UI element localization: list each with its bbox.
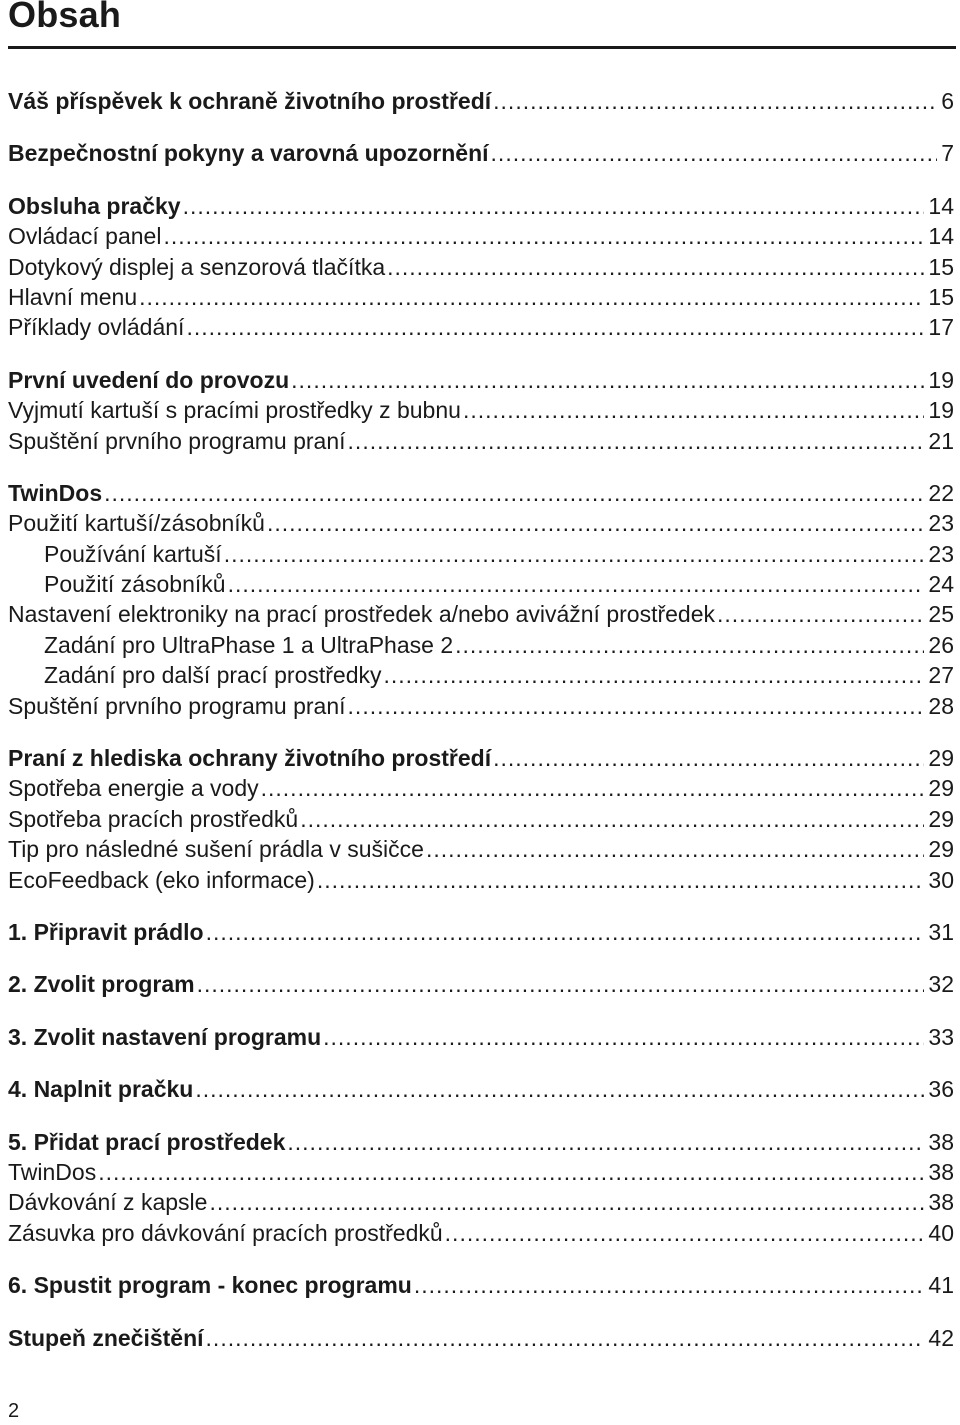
- toc-dot-leader: [463, 395, 924, 425]
- toc-section: [8, 478, 954, 721]
- toc-entry-page: 17: [928, 314, 954, 341]
- toc-entry-label: Zásuvka pro dávkování pracích prostředků: [8, 1219, 443, 1246]
- toc-section: [8, 86, 954, 116]
- toc-dot-leader: [104, 478, 924, 508]
- toc-entry-page: 30: [928, 866, 954, 893]
- toc-entry-label: 2. Zvolit program: [8, 971, 195, 998]
- toc-entry-label: EcoFeedback (eko informace): [8, 866, 315, 893]
- toc-entry-page: 28: [928, 692, 954, 719]
- toc-entry-page: 33: [928, 1023, 954, 1050]
- toc-entry-label: Váš příspěvek k ochraně životního prostředí: [8, 88, 492, 114]
- toc-entry-label: TwinDos: [8, 479, 103, 506]
- toc-entry-page: 15: [928, 253, 954, 280]
- toc-heading-entry[interactable]: [8, 969, 954, 999]
- toc-dot-leader: [224, 539, 925, 569]
- toc-heading-entry[interactable]: [8, 1022, 954, 1052]
- toc-dot-leader: [323, 1022, 924, 1052]
- toc-section: [8, 138, 954, 168]
- toc-entry-page: 29: [928, 836, 954, 863]
- toc-entry-page: 7: [941, 140, 954, 167]
- toc-dot-leader: [209, 1187, 924, 1217]
- toc-dot-leader: [197, 969, 925, 999]
- toc-section: [8, 365, 954, 456]
- toc-entry-label: Bezpečnostní pokyny a varovná upozornění: [8, 140, 489, 167]
- toc-dot-leader: [717, 599, 924, 629]
- toc-entry-label: Spuštění prvního programu praní: [8, 692, 346, 719]
- toc-entry-label: Použití kartuší/zásobníků: [8, 510, 265, 537]
- toc-entry-page: 36: [928, 1076, 954, 1103]
- toc-entry-label: Zadání pro UltraPhase 1 a UltraPhase 2: [44, 631, 454, 658]
- toc-entry-page: 41: [928, 1272, 954, 1299]
- toc-dot-leader: [317, 865, 925, 895]
- toc-dot-leader: [291, 365, 924, 395]
- toc-dot-leader: [195, 1074, 924, 1104]
- toc-entry-page: 38: [928, 1189, 954, 1216]
- toc-dot-leader: [186, 312, 924, 342]
- toc-entry-label: Dotykový displej a senzorová tlačítka: [8, 253, 386, 280]
- page-number: 2: [8, 1400, 20, 1422]
- toc-entry[interactable]: [8, 395, 954, 425]
- page-title: Obsah: [8, 0, 122, 35]
- toc-dot-leader: [493, 743, 924, 773]
- toc-dot-leader: [455, 630, 924, 660]
- toc-heading-entry[interactable]: [8, 1127, 954, 1157]
- toc-entry-label: Zadání pro další prací prostředky: [44, 662, 382, 689]
- toc-entry-label: Použití zásobníků: [44, 571, 226, 598]
- toc-entry-label: Stupeň znečištění: [8, 1324, 204, 1351]
- toc-dot-leader: [267, 508, 924, 538]
- toc-dot-leader: [163, 221, 924, 251]
- toc-entry-label: Hlavní menu: [8, 283, 138, 310]
- toc-section: [8, 743, 954, 895]
- toc-entry[interactable]: [8, 1157, 954, 1187]
- toc-entry-label: Používání kartuší: [44, 540, 222, 567]
- toc-entry-label: Vyjmutí kartuší s pracími prostředky z bubnu: [8, 397, 461, 424]
- toc-entry[interactable]: [8, 569, 954, 599]
- toc-entry-page: 29: [928, 805, 954, 832]
- toc-entry-label: 6. Spustit program - konec programu: [8, 1272, 412, 1299]
- toc-dot-leader: [384, 660, 925, 690]
- toc-entry-page: 19: [928, 397, 954, 424]
- toc-section: [8, 1323, 954, 1353]
- toc-heading-entry[interactable]: [8, 1270, 954, 1300]
- toc-entry-label: První uvedení do provozu: [8, 366, 290, 393]
- toc-heading-entry[interactable]: [8, 743, 954, 773]
- toc-entry[interactable]: [8, 508, 954, 538]
- toc-entry-page: 14: [928, 223, 954, 250]
- toc-dot-leader: [348, 691, 925, 721]
- toc-dot-leader: [445, 1218, 925, 1248]
- toc-entry-label: 4. Naplnit pračku: [8, 1076, 194, 1103]
- toc-entry-page: 14: [928, 192, 954, 219]
- toc-entry[interactable]: [8, 804, 954, 834]
- toc-section: [8, 1074, 954, 1104]
- toc-dot-leader: [206, 917, 925, 947]
- toc-dot-leader: [139, 282, 924, 312]
- toc-heading-entry[interactable]: [8, 365, 954, 395]
- toc-dot-leader: [261, 773, 925, 803]
- toc-entry-page: 6: [941, 88, 954, 114]
- toc-dot-leader: [287, 1127, 924, 1157]
- table-of-contents: [8, 86, 954, 1375]
- toc-entry-page: 32: [928, 971, 954, 998]
- toc-dot-leader: [98, 1157, 924, 1187]
- toc-entry[interactable]: [8, 1187, 954, 1217]
- toc-entry-page: 38: [928, 1158, 954, 1185]
- toc-dot-leader: [183, 191, 925, 221]
- toc-heading-entry[interactable]: [8, 191, 954, 221]
- toc-entry-label: TwinDos: [8, 1158, 97, 1185]
- toc-heading-entry[interactable]: [8, 86, 954, 116]
- toc-dot-leader: [426, 834, 924, 864]
- toc-dot-leader: [300, 804, 924, 834]
- toc-section: [8, 969, 954, 999]
- toc-entry-page: 21: [928, 427, 954, 454]
- toc-entry[interactable]: [8, 660, 954, 690]
- toc-heading-entry[interactable]: [8, 138, 954, 168]
- toc-entry-page: 24: [928, 571, 954, 598]
- toc-entry-label: 3. Zvolit nastavení programu: [8, 1023, 322, 1050]
- toc-section: [8, 917, 954, 947]
- toc-entry-label: Obsluha pračky: [8, 192, 181, 219]
- toc-entry-label: 5. Přidat prací prostředek: [8, 1128, 286, 1155]
- toc-section: [8, 1022, 954, 1052]
- toc-entry-page: 29: [928, 745, 954, 772]
- toc-entry-page: 23: [928, 540, 954, 567]
- toc-entry[interactable]: [8, 865, 954, 895]
- toc-section: [8, 191, 954, 343]
- toc-entry[interactable]: [8, 282, 954, 312]
- toc-entry-label: Příklady ovládání: [8, 314, 185, 341]
- title-divider: [8, 46, 956, 49]
- toc-entry[interactable]: [8, 599, 954, 629]
- toc-dot-leader: [348, 426, 925, 456]
- toc-entry-page: 26: [928, 631, 954, 658]
- toc-entry-page: 23: [928, 510, 954, 537]
- toc-entry-label: Nastavení elektroniky na prací prostředek a/nebo avivážní prostředek: [8, 601, 715, 628]
- toc-entry-page: 15: [928, 283, 954, 310]
- toc-dot-leader: [493, 86, 937, 116]
- toc-entry-page: 19: [928, 366, 954, 393]
- toc-entry-page: 27: [928, 662, 954, 689]
- toc-entry[interactable]: [8, 834, 954, 864]
- toc-section: [8, 1270, 954, 1300]
- toc-heading-entry[interactable]: [8, 478, 954, 508]
- toc-dot-leader: [206, 1323, 925, 1353]
- toc-entry[interactable]: [8, 691, 954, 721]
- toc-entry-label: Ovládací panel: [8, 223, 162, 250]
- toc-dot-leader: [387, 252, 924, 282]
- toc-entry-label: Spotřeba pracích prostředků: [8, 805, 299, 832]
- toc-entry-page: 29: [928, 775, 954, 802]
- toc-dot-leader: [228, 569, 925, 599]
- toc-entry[interactable]: [8, 252, 954, 282]
- toc-dot-leader: [414, 1270, 925, 1300]
- toc-entry-label: Spotřeba energie a vody: [8, 775, 259, 802]
- toc-entry-page: 38: [928, 1128, 954, 1155]
- toc-entry-page: 22: [928, 479, 954, 506]
- toc-section: [8, 1127, 954, 1249]
- toc-entry-label: Praní z hlediska ochrany životního prostředí: [8, 745, 492, 772]
- toc-entry-page: 42: [928, 1324, 954, 1351]
- toc-entry[interactable]: [8, 773, 954, 803]
- toc-heading-entry[interactable]: [8, 1074, 954, 1104]
- toc-heading-entry[interactable]: [8, 1323, 954, 1353]
- toc-dot-leader: [491, 138, 938, 168]
- toc-entry-label: Tip pro následné sušení prádla v sušičce: [8, 836, 424, 863]
- toc-entry[interactable]: [8, 312, 954, 342]
- toc-entry[interactable]: [8, 426, 954, 456]
- toc-entry[interactable]: [8, 221, 954, 251]
- toc-entry[interactable]: [8, 539, 954, 569]
- toc-entry-page: 40: [928, 1219, 954, 1246]
- toc-entry-label: Dávkování z kapsle: [8, 1189, 208, 1216]
- toc-entry[interactable]: [8, 1218, 954, 1248]
- toc-entry-label: Spuštění prvního programu praní: [8, 427, 346, 454]
- toc-heading-entry[interactable]: [8, 917, 954, 947]
- toc-entry-page: 25: [928, 601, 954, 628]
- toc-entry-page: 31: [928, 918, 954, 945]
- toc-entry[interactable]: [8, 630, 954, 660]
- toc-entry-label: 1. Připravit prádlo: [8, 918, 204, 945]
